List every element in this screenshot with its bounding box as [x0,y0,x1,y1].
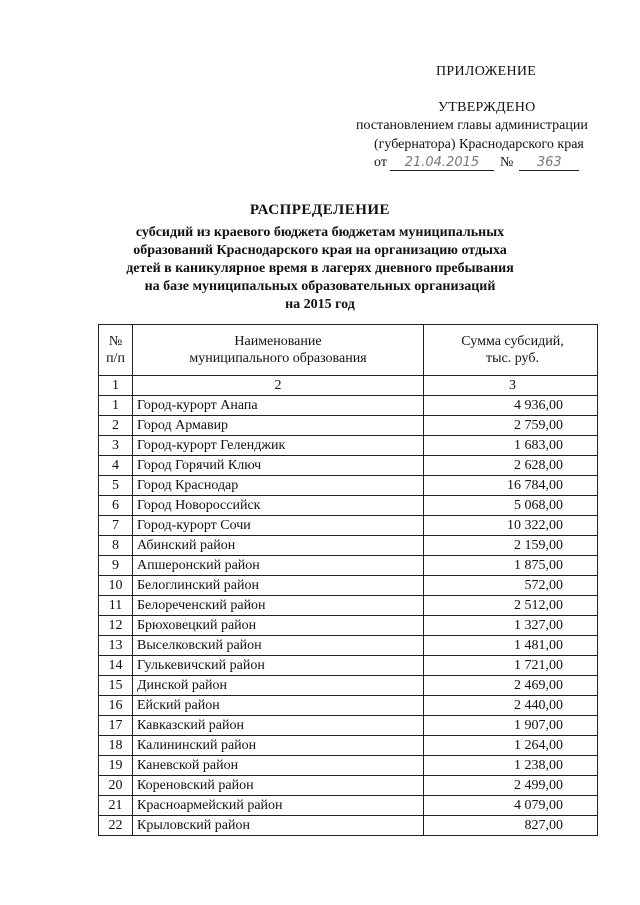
municipality-name: Город Горячий Ключ [133,456,424,476]
subsidy-amount: 1 327,00 [424,616,598,636]
municipality-name: Город Армавир [133,416,424,436]
document-title: РАСПРЕДЕЛЕНИЕ [249,202,391,218]
municipality-name: Город-курорт Геленджик [133,436,424,456]
subsidy-amount: 2 499,00 [424,776,598,796]
header-num: № п/п [99,325,133,376]
municipality-name: Кавказский район [133,716,424,736]
municipality-name: Крыловский район [133,816,424,836]
table-row [99,716,598,736]
table-row [99,776,598,796]
column-index: 1 [99,376,133,396]
table-header-row [99,325,598,376]
row-number: 17 [99,716,133,736]
municipality-name: Ейский район [133,696,424,716]
table-row [99,536,598,556]
municipality-name: Белореченский район [133,596,424,616]
subtitle-line: детей в каникулярное время в лагерях дневного пребывания [126,261,514,276]
decree-number: 363 [519,155,579,171]
municipality-name: Каневской район [133,756,424,776]
table-row [99,616,598,636]
table-row [99,516,598,536]
row-number: 18 [99,736,133,756]
row-number: 13 [99,636,133,656]
table-row [99,656,598,676]
header-sum: Сумма субсидий, тыс. руб. [424,325,598,376]
subsidy-amount: 1 481,00 [424,636,598,656]
table-row [99,816,598,836]
municipality-name: Город Новороссийск [133,496,424,516]
table-row [99,796,598,816]
subsidy-amount: 16 784,00 [424,476,598,496]
row-number: 9 [99,556,133,576]
row-number: 1 [99,396,133,416]
subsidy-amount: 1 907,00 [424,716,598,736]
subsidy-amount: 572,00 [424,576,598,596]
row-number: 6 [99,496,133,516]
row-number: 16 [99,696,133,716]
subsidy-amount: 2 159,00 [424,536,598,556]
row-number: 20 [99,776,133,796]
subsidy-amount: 2 759,00 [424,416,598,436]
row-number: 4 [99,456,133,476]
municipality-name: Калининский район [133,736,424,756]
municipality-name: Выселковский район [133,636,424,656]
approved-label: УТВЕРЖДЕНО [438,100,536,115]
row-number: 19 [99,756,133,776]
subsidy-amount: 2 440,00 [424,696,598,716]
row-number: 22 [99,816,133,836]
subsidy-amount: 1 238,00 [424,756,598,776]
table-row [99,736,598,756]
subsidy-amount: 1 721,00 [424,656,598,676]
municipality-name: Белоглинский район [133,576,424,596]
appendix-label: ПРИЛОЖЕНИЕ [436,64,537,79]
municipality-name: Апшеронский район [133,556,424,576]
subsidy-amount: 2 628,00 [424,456,598,476]
subtitle-line: на 2015 год [285,297,355,312]
subsidy-amount: 1 683,00 [424,436,598,456]
decree-line-1: постановлением главы администрации [356,118,588,133]
subsidy-amount: 827,00 [424,816,598,836]
table-row [99,636,598,656]
municipality-name: Абинский район [133,536,424,556]
table-row [99,556,598,576]
subsidy-amount: 5 068,00 [424,496,598,516]
row-number: 8 [99,536,133,556]
subsidy-amount: 1 875,00 [424,556,598,576]
decree-line-2: (губернатора) Краснодарского края [374,137,584,152]
municipality-name: Город-курорт Анапа [133,396,424,416]
table-row [99,396,598,416]
subsidy-amount: 2 512,00 [424,596,598,616]
table-row [99,756,598,776]
table-row [99,696,598,716]
from-label: от [374,155,387,170]
subsidy-amount: 4 079,00 [424,796,598,816]
municipality-name: Город Краснодар [133,476,424,496]
decree-date-number [374,155,579,171]
municipality-name: Город-курорт Сочи [133,516,424,536]
subsidy-amount: 2 469,00 [424,676,598,696]
table-row [99,416,598,436]
table-row [99,476,598,496]
subsidy-amount: 1 264,00 [424,736,598,756]
table-row [99,576,598,596]
municipality-name: Кореновский район [133,776,424,796]
header-name: Наименование муниципального образования [133,325,424,376]
table-row [99,676,598,696]
subtitle-line: образований Краснодарского края на организацию отдыха [133,243,507,258]
table-row [99,496,598,516]
subtitle-line: на базе муниципальных образовательных организаций [144,279,496,294]
table-row [99,596,598,616]
row-number: 14 [99,656,133,676]
municipality-name: Брюховецкий район [133,616,424,636]
table-row [99,436,598,456]
subsidy-amount: 4 936,00 [424,396,598,416]
decree-date: 21.04.2015 [390,155,494,171]
row-number: 10 [99,576,133,596]
number-label: № [499,155,514,170]
column-index-row [99,376,598,396]
row-number: 7 [99,516,133,536]
column-index: 2 [133,376,424,396]
row-number: 21 [99,796,133,816]
subsidy-table [98,324,598,836]
row-number: 15 [99,676,133,696]
municipality-name: Гулькевичский район [133,656,424,676]
row-number: 5 [99,476,133,496]
municipality-name: Динской район [133,676,424,696]
subtitle-line: субсидий из краевого бюджета бюджетам муниципальных [135,225,505,240]
row-number: 3 [99,436,133,456]
row-number: 12 [99,616,133,636]
row-number: 11 [99,596,133,616]
row-number: 2 [99,416,133,436]
subsidy-amount: 10 322,00 [424,516,598,536]
column-index: 3 [424,376,598,396]
table-row [99,456,598,476]
municipality-name: Красноармейский район [133,796,424,816]
